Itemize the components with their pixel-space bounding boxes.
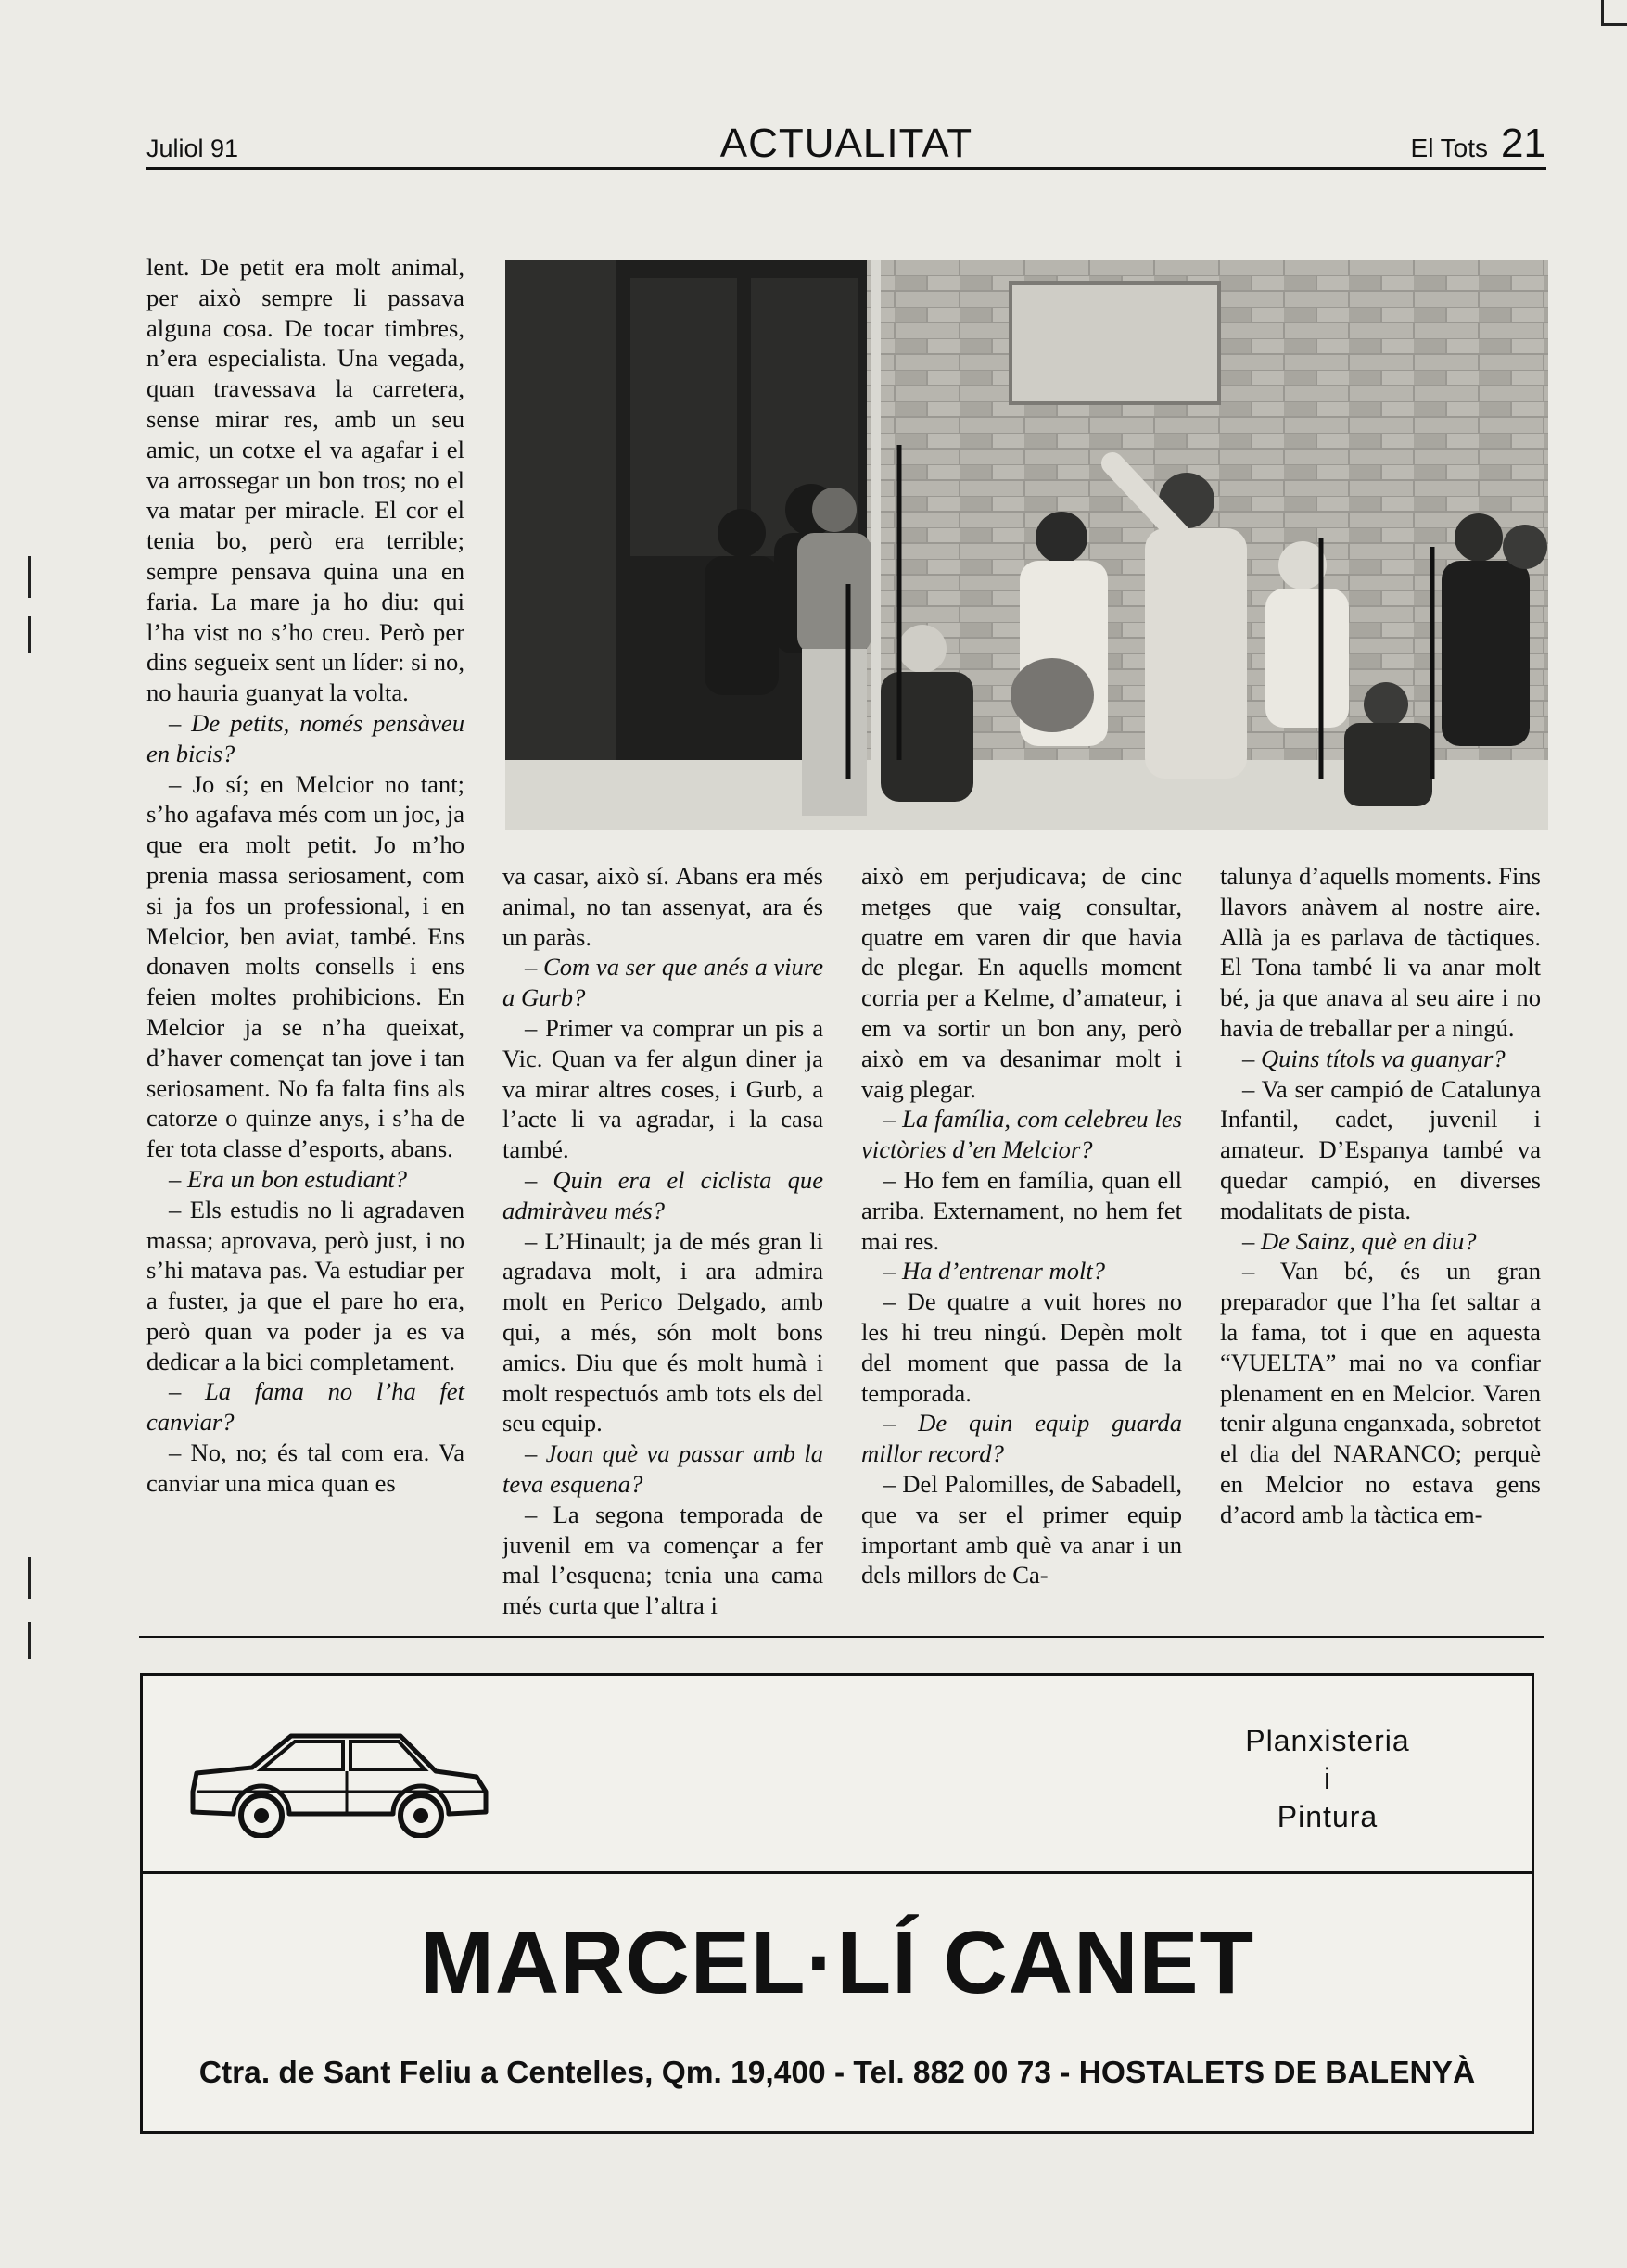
interview-question: – Com va ser que anés a viure a Gurb? bbox=[502, 953, 823, 1012]
interview-question: – Era un bon estudiant? bbox=[169, 1164, 408, 1193]
article-paragraph: lent. De petit era molt animal, per això sempre li passava alguna cosa. De tocar timbres, n’era especialista. Una vegada, quan travessava la carretera, sense mirar res, amb un seu amic, un cotxe el va agafar i el va arrossegar un bon tros; no el va matar per miracle. El cor el tenia bo, però era terrible; sempre pensava quina una en faria. La mare ja ho diu: qui l’ha vist no s’ho creu. Però per dins segueix sent un líder: si no, no hauria guanyat la volta. bbox=[146, 253, 464, 707]
article-paragraph: – Del Palomilles, de Sabadell, que va ser el primer equip important amb què va anar i un dels millors de Ca- bbox=[861, 1469, 1182, 1590]
car-icon bbox=[187, 1727, 493, 1838]
corner-mark bbox=[1601, 0, 1627, 26]
service-label: Pintura bbox=[1277, 1800, 1379, 1833]
advertisement bbox=[140, 1673, 1534, 2134]
section-title: ACTUALITAT bbox=[719, 120, 973, 166]
interview-question: – Quin era el ciclista que admiràveu més? bbox=[502, 1165, 823, 1224]
page-number: 21 bbox=[1501, 120, 1546, 166]
article-photo bbox=[505, 260, 1548, 830]
interview-question: – Ha d’entrenar molt? bbox=[883, 1257, 1106, 1286]
service-connector: i bbox=[1323, 1762, 1332, 1795]
binding-mark bbox=[28, 556, 31, 598]
business-name: MARCEL·LÍ CANET bbox=[419, 1913, 1255, 2012]
interview-question: – Quins títols va guanyar? bbox=[1242, 1044, 1506, 1072]
article-paragraph: – Ho fem en família, quan ell arriba. Externament, no hem fet mai res. bbox=[861, 1165, 1182, 1255]
interview-question: – La fama no l’ha fet canviar? bbox=[146, 1377, 464, 1437]
ad-divider bbox=[143, 1871, 1532, 1874]
photo-illustration bbox=[505, 260, 1548, 830]
article-paragraph: – No, no; és tal com era. Va canviar una mica quan es bbox=[146, 1438, 464, 1497]
article-paragraph: – Jo sí; en Melcior no tant; s’ho agafava més com un joc, ja que era molt petit. Jo m’ho prenia massa seriosament, com si ja fos un professional, i en Melcior, ben aviat, també. Ens donaven molts consells i ens feien moltes prohibicions. En Melcior ja se n’ha queixat, d’haver començat tan jove i tan seriosament. No fa falta fins als catorze o quinze anys, i s’ha de fer tota classe d’esports, abans. bbox=[146, 769, 464, 1163]
article-paragraph: – Primer va comprar un pis a Vic. Quan va fer algun diner ja va mirar altres coses, i Gurb, a l’acte li va agradar, i la casa també. bbox=[502, 1013, 823, 1164]
binding-mark bbox=[28, 1622, 31, 1659]
interview-question: – De petits, només pensàveu en bicis? bbox=[146, 708, 464, 767]
ad-separator-rule bbox=[139, 1636, 1544, 1638]
publication-info bbox=[1411, 120, 1546, 167]
article-paragraph: això em perjudicava; de cinc metges que vaig consultar, quatre em varen dir que havia de plegar. En aquells moment corria per a Kelme, d’amateur, i em va sortir un bon any, però això em va desanimar molt i vaig plegar. bbox=[861, 862, 1182, 1103]
interview-question: – La família, com celebreu les victòries d’en Melcior? bbox=[861, 1105, 1182, 1164]
article-paragraph: – La segona temporada de juvenil em va començar a fer mal l’esquena; tenia una cama més curta que l’altra i bbox=[502, 1500, 823, 1620]
binding-mark bbox=[28, 1557, 31, 1599]
article-paragraph: – Van bé, és un gran preparador que l’ha fet saltar a la fama, tot i que en aquesta “VUELTA” mai no va confiar plenament en en Melcior. Varen tenir alguna enganxada, sobretot el dia del NARANCO; perquè en Melcior no estava gens d’acord amb la tàctica em- bbox=[1220, 1257, 1541, 1528]
article-paragraph: talunya d’aquells moments. Fins llavors anàvem al nostre aire. Allà ja es parlava de tàctiques. El Tona també li va anar molt bé, ja que anava al seu aire i no havia de treballar per a ningú. bbox=[1220, 862, 1541, 1042]
article-column-1 bbox=[146, 252, 464, 1499]
article-column-4 bbox=[1220, 861, 1541, 1530]
issue-date: Juliol 91 bbox=[146, 134, 239, 162]
binding-mark bbox=[28, 616, 31, 653]
ad-services bbox=[1207, 1722, 1448, 1836]
article-paragraph: va casar, això sí. Abans era més animal, no tan assenyat, ara és un paràs. bbox=[502, 862, 823, 951]
article-paragraph: – De quatre a vuit hores no les hi treu ningú. Depèn molt del moment que passa de la temporada. bbox=[861, 1287, 1182, 1407]
article-column-3 bbox=[861, 861, 1182, 1590]
article-column-2 bbox=[502, 861, 823, 1621]
interview-question: – Joan què va passar amb la teva esquena? bbox=[502, 1439, 823, 1498]
article-paragraph: – L’Hinault; ja de més gran li agradava molt, i ara admira molt en Perico Delgado, amb qui, a més, són molt bons amics. Diu que és molt humà i molt respectuós amb tots els del seu equip. bbox=[502, 1226, 823, 1438]
business-address: Ctra. de Sant Feliu a Centelles, Qm. 19,400 - Tel. 882 00 73 - HOSTALETS DE BALENYÀ bbox=[198, 2056, 1476, 2090]
service-label: Planxisteria bbox=[1245, 1724, 1410, 1757]
article-paragraph: – Va ser campió de Catalunya Infantil, cadet, juvenil i amateur. D’Espanya també va quedar campió, en diverses modalitats de pista. bbox=[1220, 1074, 1541, 1224]
interview-question: – De Sainz, què en diu? bbox=[1242, 1226, 1477, 1255]
publication-name: El Tots bbox=[1410, 133, 1489, 162]
interview-question: – De quin equip guarda millor record? bbox=[861, 1409, 1182, 1468]
article-paragraph: – Els estudis no li agradaven massa; aprovava, però just, i no s’hi matava pas. Va estudiar per a fuster, ja que el pare ho era, però quan va poder ja es va dedicar a la bici completament. bbox=[146, 1195, 464, 1375]
page-header bbox=[146, 117, 1546, 170]
